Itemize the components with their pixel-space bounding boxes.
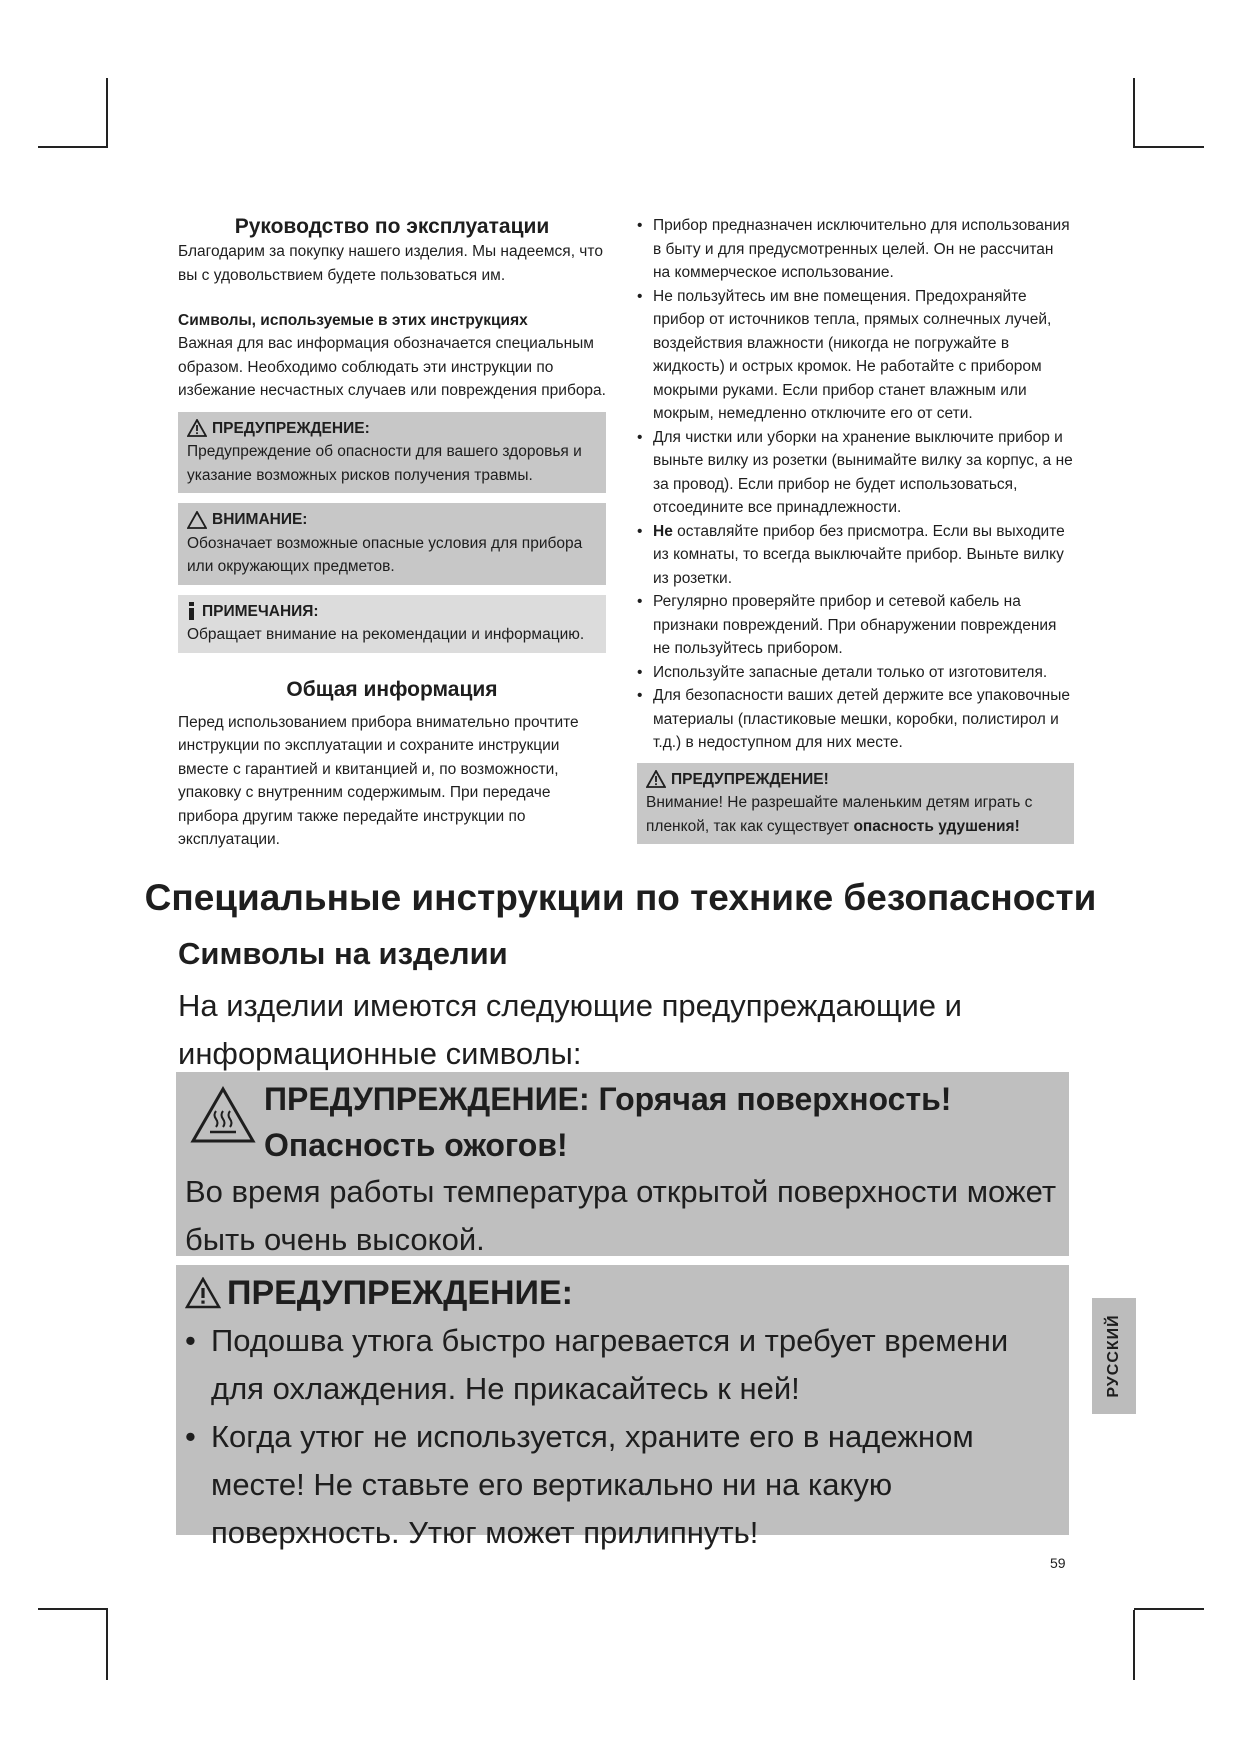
- packaging-warning-text: Внимание! Не разрешайте маленьким детям играть с пленкой, так как существует опасность удушения!: [646, 794, 1033, 835]
- hot-surface-text: Во время работы температура открытой поверхности может быть очень высокой.: [185, 1174, 1057, 1257]
- language-tab: РУССКИЙ: [1092, 1298, 1136, 1414]
- warning-triangle-icon: [646, 770, 666, 788]
- page-number: 59: [1050, 1555, 1066, 1571]
- iron-warning-title: ПРЕДУПРЕЖДЕНИЕ:: [227, 1274, 573, 1312]
- list-item: • Для безопасности ваших детей держите все упаковочные материалы (пластиковые мешки, коробки, полистирол и т.д.) в недоступном для них месте.: [637, 684, 1074, 755]
- note-title: ПРИМЕЧАНИЯ:: [202, 602, 319, 620]
- symbols-intro: На изделии имеются следующие предупреждающие и информационные символы:: [178, 988, 962, 1071]
- packaging-warning-title: ПРЕДУПРЕЖДЕНИЕ!: [671, 770, 829, 788]
- hot-surface-warning-box: [176, 1072, 1069, 1256]
- hot-surface-icon: [190, 1086, 256, 1144]
- iron-warning-list: [185, 1317, 1060, 1557]
- list-item: • Регулярно проверяйте прибор и сетевой кабель на признаки повреждений. При обнаружении повреждения не пользуйтесь прибором.: [637, 590, 1074, 661]
- warning-title: ПРЕДУПРЕЖДЕНИЕ:: [212, 419, 370, 437]
- caution-title: ВНИМАНИЕ:: [212, 511, 308, 528]
- list-item: • Для чистки или уборки на хранение выключите прибор и выньте вилку из розетки (вынимайте вилку за корпус, а не за провод). Если прибор не будет использоваться, отсоедините все принадлежности.: [637, 426, 1074, 520]
- general-text: Перед использованием прибора внимательно прочтите инструкции по эксплуатации и сохраните инструкции вместе с гарантией и квитанцией и, по возможности, упаковку с внутренним содержимым. При передаче прибора другим также передайте инструкции по эксплуатации.: [178, 713, 579, 848]
- list-item: • Подошва утюга быстро нагревается и требует времени для охлаждения. Не прикасайтесь к ней!: [185, 1317, 1060, 1413]
- symbols-title: Символы, используемые в этих инструкциях: [178, 312, 528, 329]
- general-title: Общая информация: [286, 677, 498, 701]
- safety-bullets: [637, 214, 1074, 755]
- crop-mark: [1134, 146, 1204, 148]
- warning-box: [178, 412, 606, 494]
- symbols-text: Важная для вас информация обозначается специальным образом. Необходимо соблюдать эти инструкции по избежание несчастных случаев или повреждения прибора.: [178, 335, 606, 399]
- safety-title: Специальные инструкции по технике безопасности: [144, 877, 1097, 918]
- caution-box: [178, 503, 606, 585]
- list-item: • Используйте запасные детали только от изготовителя.: [637, 661, 1074, 685]
- hot-surface-title-line1: ПРЕДУПРЕЖДЕНИЕ: Горячая поверхность!: [264, 1081, 952, 1117]
- left-column: [178, 214, 606, 852]
- list-item: • Не пользуйтесь им вне помещения. Предохраняйте прибор от источников тепла, прямых солнечных лучей, воздействия влажности (никогда не погружайте в жидкость) и острых кромок. Не работайте с прибором мокрыми руками. Если прибор станет влажным или мокрым, немедленно отключите его от сети.: [637, 285, 1074, 426]
- list-item: • Когда утюг не используется, храните его в надежном месте! Не ставьте его вертикально ни на какую поверхность. Утюг может прилипнуть!: [185, 1413, 1060, 1557]
- crop-mark: [106, 1610, 108, 1680]
- info-icon: [187, 602, 197, 620]
- crop-mark: [1133, 78, 1135, 148]
- thanks-text: Благодарим за покупку нашего изделия. Мы надеемся, что вы с удовольствием будете пользоваться им.: [178, 243, 603, 284]
- crop-mark: [38, 146, 108, 148]
- note-text: Обращает внимание на рекомендации и информацию.: [187, 626, 585, 643]
- crop-mark: [106, 78, 108, 148]
- caution-text: Обозначает возможные опасные условия для прибора или окружающих предметов.: [187, 534, 583, 575]
- list-item: • Не оставляйте прибор без присмотра. Если вы выходите из комнаты, то всегда выключайте прибор. Выньте вилку из розетки.: [637, 520, 1074, 591]
- manual-title: Руководство по эксплуатации: [234, 215, 550, 238]
- warning-text: Предупреждение об опасности для вашего здоровья и указание возможных рисков получения травмы.: [187, 443, 582, 484]
- caution-triangle-icon: [187, 511, 207, 529]
- crop-mark: [1134, 1608, 1204, 1610]
- note-box: [178, 595, 606, 653]
- list-item: • Прибор предназначен исключительно для использования в быту и для предусмотренных целей. Он не рассчитан на коммерческое использование.: [637, 214, 1074, 285]
- crop-mark: [38, 1608, 108, 1610]
- warning-triangle-icon: [187, 419, 207, 437]
- hot-surface-title-line2: Опасность ожогов!: [264, 1127, 568, 1163]
- symbols-on-product-heading: Символы на изделии: [178, 936, 508, 971]
- warning-triangle-icon: [185, 1277, 221, 1309]
- right-column: [637, 214, 1074, 854]
- packaging-warning-box: [637, 763, 1074, 845]
- crop-mark: [1133, 1610, 1135, 1680]
- iron-warning-box: [176, 1265, 1069, 1550]
